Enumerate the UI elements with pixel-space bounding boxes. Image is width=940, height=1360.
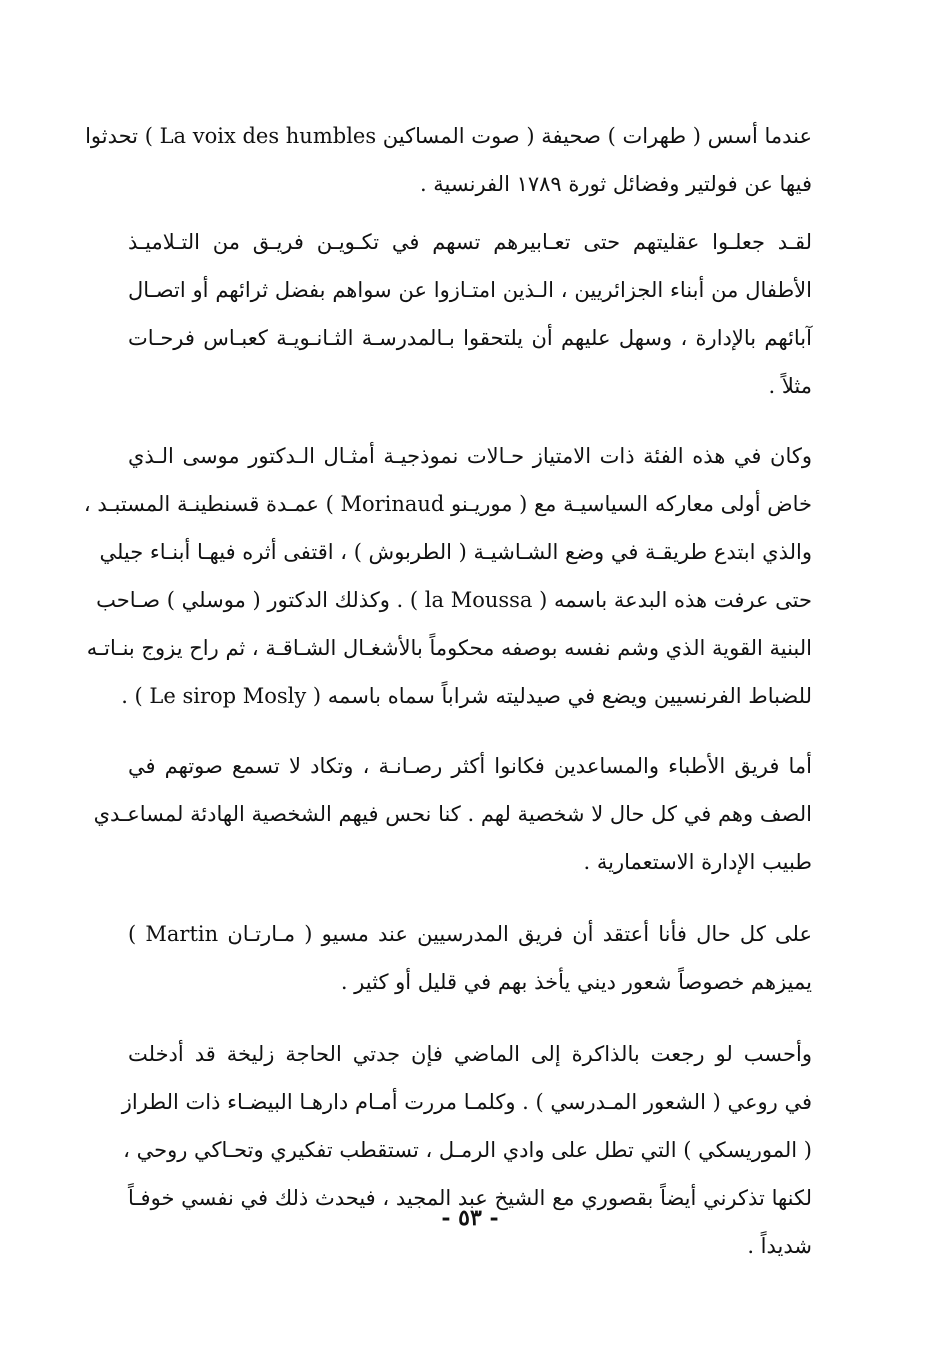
text-line: للضباط الفرنسيين ويضع في صيدليته شراباً سماه باسمه ( Le sirop Mosly ) . (121, 684, 812, 708)
paragraph-5 (128, 910, 812, 1006)
paragraph-1 (85, 112, 812, 208)
text-line: طبيب الإدارة الاستعمارية . (583, 850, 812, 874)
text-line: ( الموريسكي ) التي تطل على وادي الرمـل ، تستقطب تفكيري وتحـاكي روحي ، (123, 1138, 812, 1162)
text-line: لكنها تذكرني أيضاً بقصوري مع الشيخ عبد المجيد ، فيحدث ذلك في نفسي خوفـاً (128, 1186, 812, 1210)
text-line: الأطفال من أبناء الجزائريين ، الـذين امتـازوا عن سواهم بفضل ثرائهم أو اتصـال (128, 278, 812, 302)
page-number: - ٥٣ - (441, 1205, 499, 1231)
text-line: عندما أسس ( طهرات ) صحيفة ( صوت المساكين La voix des humbles ) تحدثوا (85, 124, 812, 148)
text-line: وأحسب لو رجعت بالذاكرة إلى الماضي فإن جدتي الحاجة زليخة قد أدخلت (128, 1042, 812, 1066)
text-line: أما فريق الأطباء والمساعدين فكانوا أكثر رصـانـة ، وتكاد لا تسمع صوتهم في (128, 754, 812, 778)
text-line: البنية القوية الذي وشم نفسه بوصفه محكوماً بالأشغـال الشـاقـة ، ثم راح يزوج بنـاتـه (86, 636, 812, 660)
text-line: لقـد جعلـوا عقليتهم حتى تعـابيرهم تسهم في تكـويـن فريـق من التـلاميـذ (128, 230, 812, 254)
paragraph-6 (121, 1030, 812, 1270)
text-line: حتى عرفت هذه البدعة باسمه ( la Moussa ) . وكذلك الدكتور ( موسلي ) صـاحب (96, 588, 812, 612)
text-line: وكان في هذه الفئة ذات الامتياز حـالات نموذجيـة أمثـال الـدكتور موسى الـذي (128, 444, 812, 468)
text-line: يميزهم خصوصاً شعور ديني يأخذ بهم في قليل أو كثير . (340, 970, 812, 994)
paragraph-3 (83, 432, 812, 720)
text-line: خاض أولى معاركه السياسيـة مع ( موريـنو Morinaud ) عمـدة قسنطينـة المستبـد ، (83, 492, 812, 516)
text-line: شديداً . (747, 1234, 812, 1258)
paragraph-4 (93, 742, 812, 886)
text-line: في روعي ( الشعور المـدرسي ) . وكلمـا مررت أمـام دارهـا البيضـاء ذات الطراز (121, 1090, 812, 1114)
paragraph-2 (128, 218, 812, 410)
text-line: الصف وهم في كل حال لا شخصية لهم . كنا نحس فيهم الشخصية الهادئة لمساعـدي (93, 802, 812, 826)
page-body (83, 112, 812, 1270)
text-line: مثلاً . (768, 374, 812, 398)
text-line: آبائهم بالإدارة ، وسهل عليهم أن يلتحقوا بـالمدرسـة الثـانـويـة كعبـاس فرحـات (128, 326, 812, 350)
text-line: والذي ابتدع طريقـة في وضع الشـاشيـة ( الطربوش ) ، اقتفى أثره فيهـا أبنـاء جيلي (99, 540, 812, 564)
text-line: فيها عن فولتير وفضائل ثورة ١٧٨٩ الفرنسية . (419, 172, 812, 196)
text-line: على كل حال فأنا أعتقد أن فريق المدرسيين عند مسيو ( مـارتـان Martin ) (128, 922, 812, 946)
